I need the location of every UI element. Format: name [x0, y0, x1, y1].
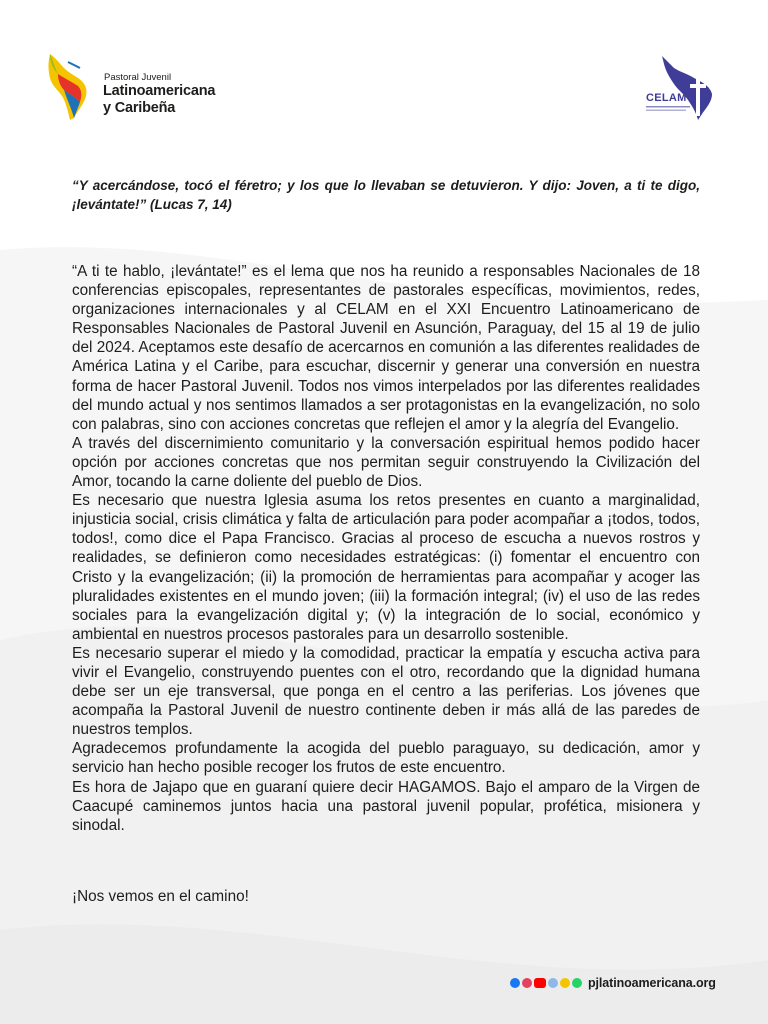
website-link[interactable]: pjlatinoamericana.org [588, 976, 716, 990]
latin-america-map-icon [44, 52, 94, 122]
logo-subtitle: Pastoral Juvenil [104, 72, 172, 83]
tiktok-icon[interactable] [560, 978, 570, 988]
x-icon[interactable] [548, 978, 558, 988]
paragraph: Es hora de Jajapo que en guaraní quiere decir HAGAMOS. Bajo el amparo de la Virgen de Caacupé caminemos juntos hacia una pastoral juvenil popular, profética, misionera y sinodal. [72, 778, 700, 834]
social-icons [510, 978, 582, 988]
youtube-icon[interactable] [534, 978, 546, 988]
facebook-icon[interactable] [510, 978, 520, 988]
logo-title-line1: Latinoamericana [103, 83, 216, 99]
instagram-icon[interactable] [522, 978, 532, 988]
letter-body [72, 262, 700, 835]
pastoral-juvenil-logo [44, 52, 244, 124]
whatsapp-icon[interactable] [572, 978, 582, 988]
footer [510, 974, 716, 992]
paragraph: Agradecemos profundamente la acogida del pueblo paraguayo, su dedicación, amor y servicio han hecho posible recoger los frutos de este encuentro. [72, 740, 700, 777]
celam-wordmark: CELAM [646, 92, 687, 104]
epigraph-quote: “Y acercándose, tocó el féretro; y los que lo llevaban se detuvieron. Y dijo: Joven, a ti te digo, ¡levántate!” (Lucas 7, 14) [72, 178, 700, 212]
paragraph: Es necesario superar el miedo y la comodidad, practicar la empatía y escucha activa para vivir el Evangelio, construyendo puentes con el otro, recordando que la dignidad humana debe ser un eje transversal, que ponga en el centro a las periferias. Los jóvenes que acompaña la Pastoral Juvenil de nuestro continente deben ir más allá de las paredes de nuestros templos. [72, 644, 700, 739]
celam-logo [640, 54, 720, 124]
logo-title-line2: y Caribeña [103, 100, 176, 116]
closing-line: ¡Nos vemos en el camino! [72, 888, 249, 905]
paragraph: A través del discernimiento comunitario y la conversación espiritual hemos podido hacer opción por acciones concretas que nos permitan seguir construyendo la Civilización del Amor, tocando la carne doliente del pueblo de Dios. [72, 434, 700, 491]
paragraph: Es necesario que nuestra Iglesia asuma los retos presentes en cuanto a marginalidad, injusticia social, crisis climática y falta de articulación para poder acompañar a ¡todos, todos, todos!, como dice el Papa Francisco. Gracias al proceso de escucha a nuevos rostros y realidades, se definieron como necesidades estratégicas: (i) fomentar el encuentro con Cristo y la evangelización; (ii) la promoción de herramientas para acompañar y acoger las pluralidades existentes en el mundo joven; (iii) la formación integral; (iv) el uso de las redes sociales para la evangelización digital y; (v) la integración de lo social, económico y ambiental en nuestros procesos pastorales para un desarrollo sostenible. [72, 492, 700, 643]
paragraph: “A ti te hablo, ¡levántate!” es el lema que nos ha reunido a responsables Nacionales de 18 conferencias episcopales, representantes de pastorales específicas, movimientos, redes, organizaciones internacionales y al CELAM en el XXI Encuentro Latinoamericano de Responsables Nacionales de Pastoral Juvenil en Asunción, Paraguay, del 15 al 19 de julio del 2024. Aceptamos este desafío de acercarnos en comunión a las diferentes realidades de América Latina y el Caribe, para escuchar, discernir y generar una conversión en nuestra forma de hacer Pastoral Juvenil. Todos nos vimos interpelados por las diferentes realidades del mundo actual y nos sentimos llamados a ser protagonistas en la evangelización, no solo con palabras, sino con acciones concretas que reflejen el amor y la alegría del Evangelio. [72, 263, 700, 433]
celam-tagline-graphic [646, 106, 690, 112]
celam-map-cross-icon [640, 54, 720, 124]
